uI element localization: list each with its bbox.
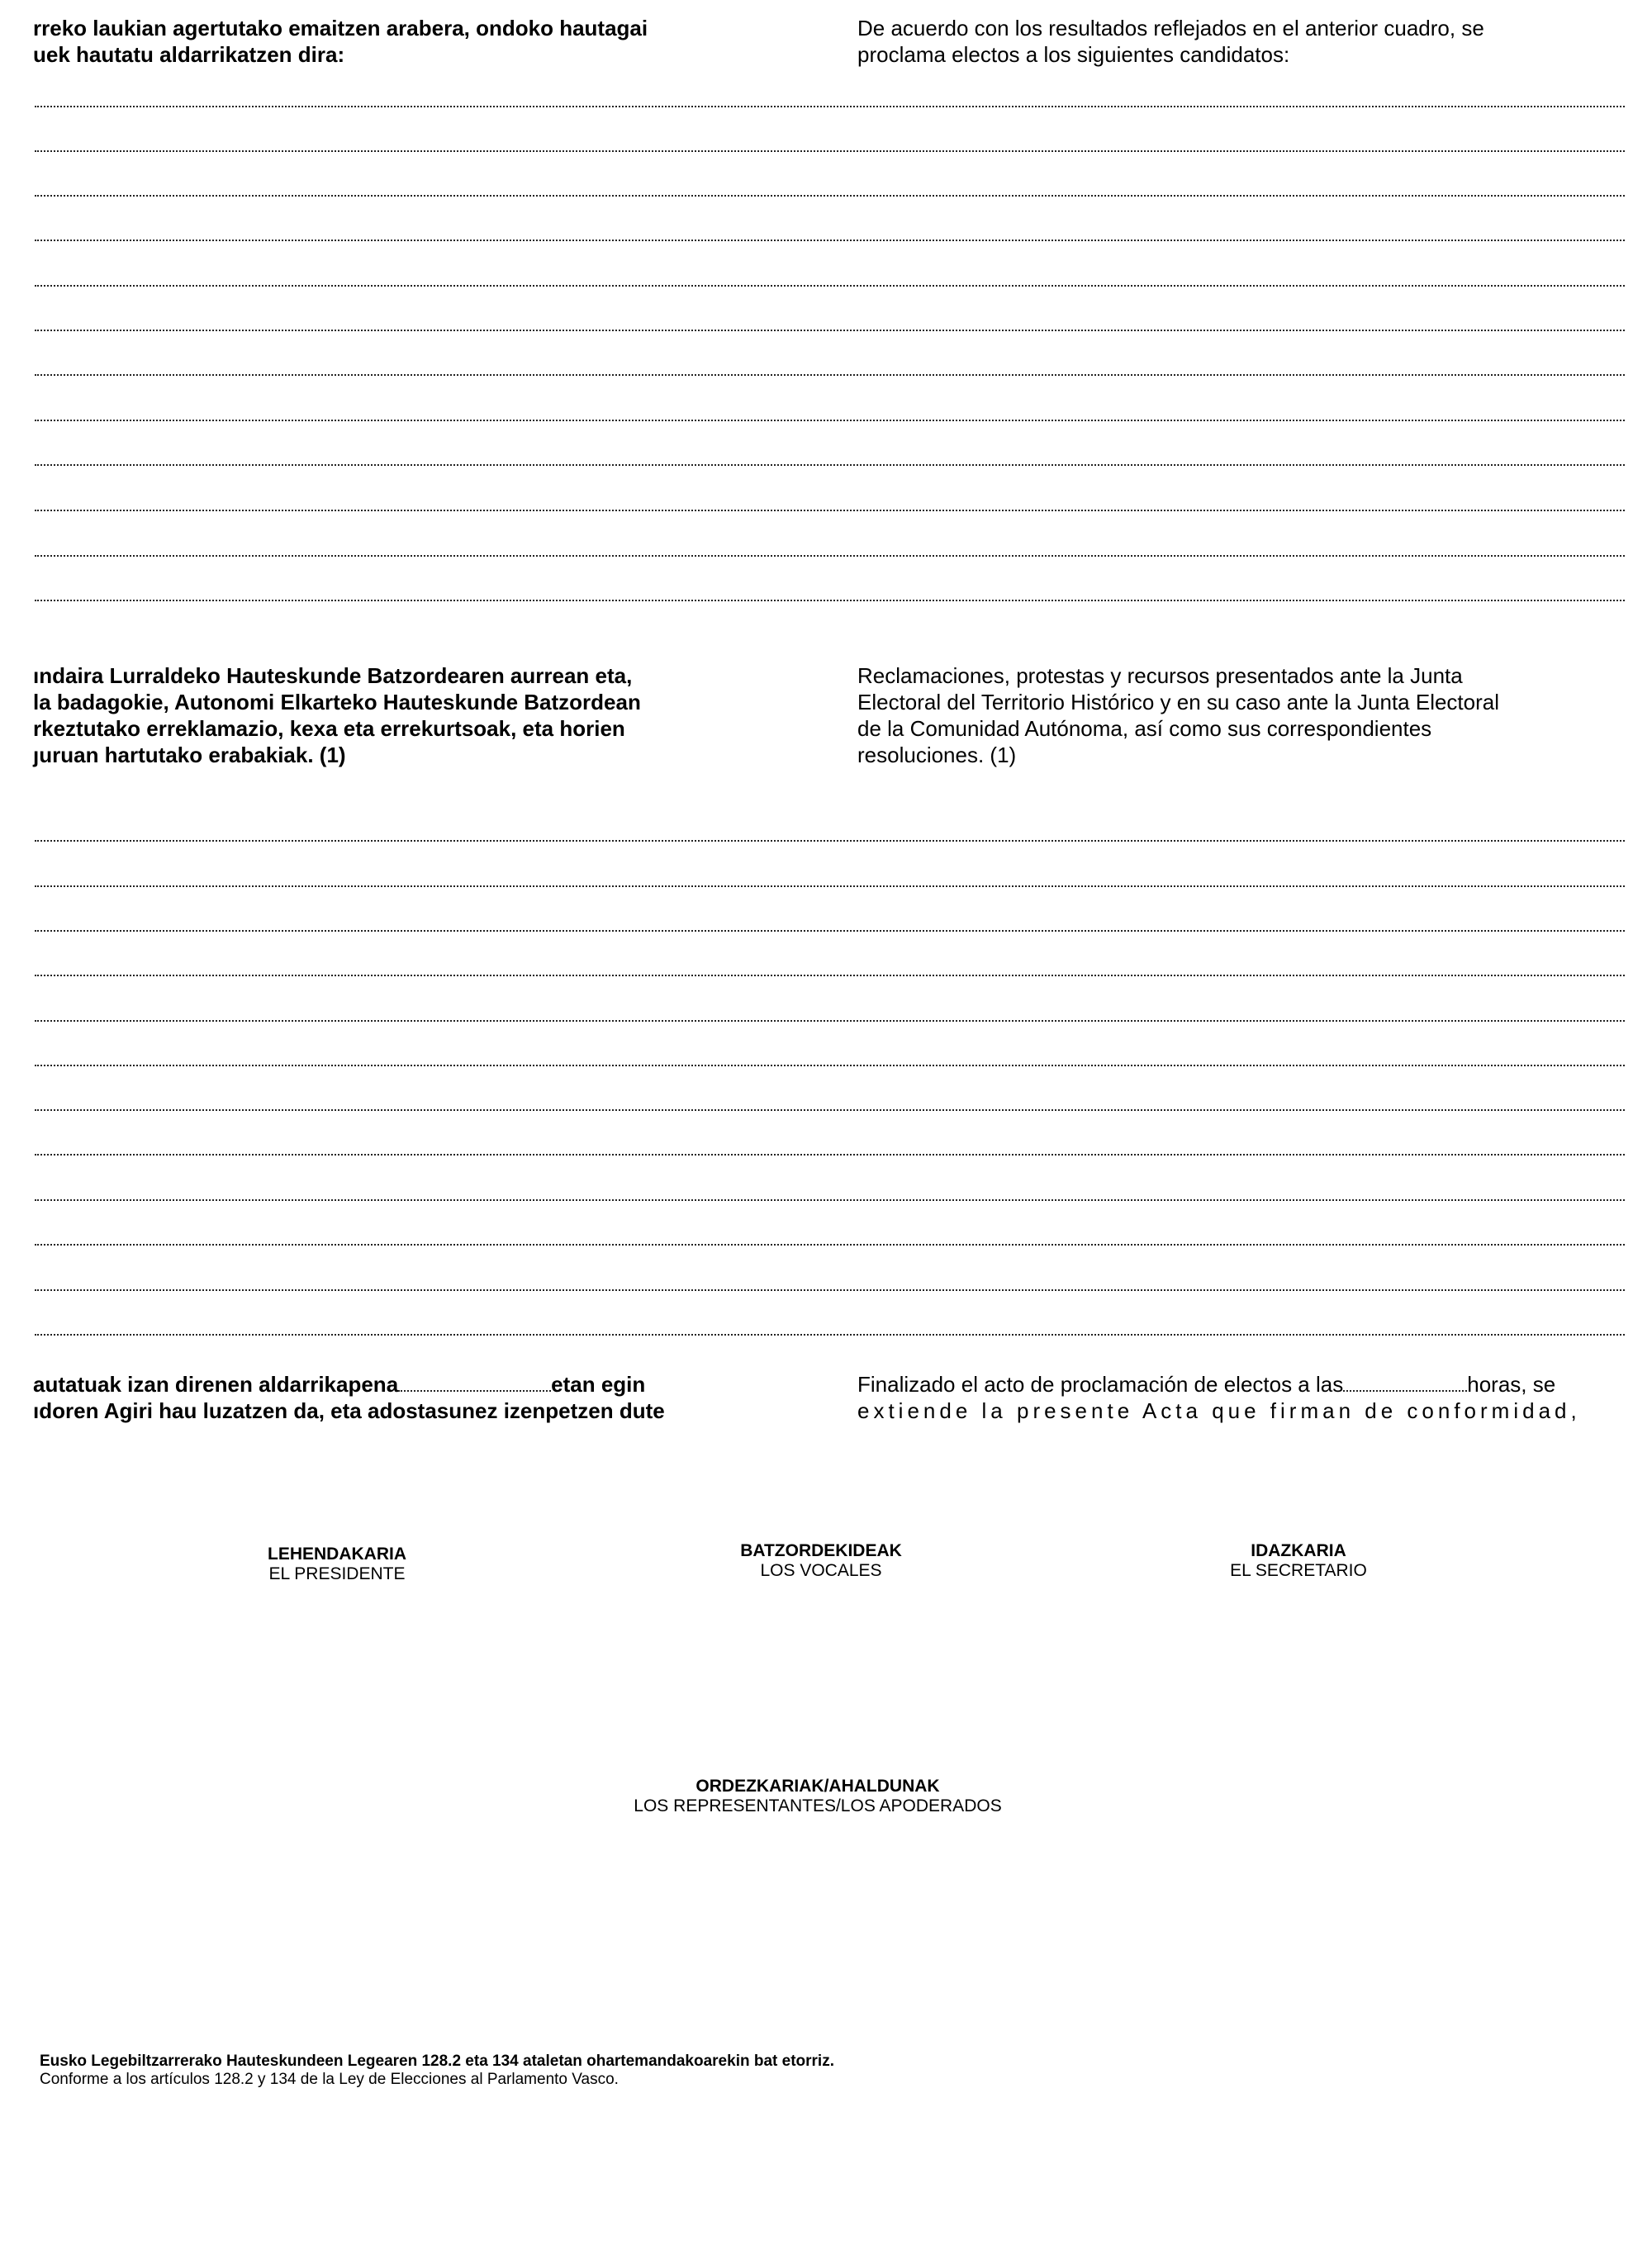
signature-secretary [1125,1541,1472,1581]
dotted-fill-line[interactable] [35,1244,1625,1246]
section1-es-line: De acuerdo con los resultados reflejados en el anterior cuadro, se [857,16,1484,40]
signature-vocales [648,1541,995,1581]
dotted-fill-line[interactable] [35,600,1625,601]
section2-text-eu [33,662,785,768]
dotted-fill-line[interactable] [35,420,1625,421]
vocales-label-eu: BATZORDEKIDEAK [740,1541,902,1560]
dotted-fill-line[interactable] [35,1154,1625,1156]
proclamation-label: autatuak izan direnen aldarrikapena [33,1372,399,1397]
representatives-label-es: LOS REPRESENTANTES/LOS APODERADOS [634,1796,1002,1815]
dotted-fill-line[interactable] [35,240,1625,241]
signature-president [164,1545,510,1584]
section2-eu-line: la badagokie, Autonomi Elkarteko Hauteskunde Batzordean [33,690,641,714]
dotted-fill-line[interactable] [35,374,1625,376]
dotted-fill-line[interactable] [35,840,1625,842]
dotted-fill-line[interactable] [35,330,1625,331]
secretary-label-eu: IDAZKARIA [1251,1541,1346,1560]
dotted-fill-line[interactable] [35,1199,1625,1201]
hours-suffix: horas, se [1467,1372,1556,1397]
dotted-fill-line[interactable] [35,555,1625,557]
dotted-fill-line[interactable] [35,1020,1625,1022]
section2-text-es [857,662,1626,768]
section2-eu-line: ȷuruan hartutako erabakiak. (1) [33,743,346,767]
representatives-label-eu: ORDEZKARIAK/AHALDUNAK [695,1777,940,1796]
section3-es-line1 [857,1371,1626,1398]
dotted-fill-line[interactable] [35,150,1625,152]
section2-eu-line: ındaira Lurraldeko Hauteskunde Batzordearen aurrean eta, [33,663,633,688]
section1-text-es [857,15,1621,68]
section2-es-line: resoluciones. (1) [857,743,1017,767]
dotted-fill-line[interactable] [35,885,1625,887]
section1-text-eu [33,15,785,68]
hours-label: Finalizado el acto de proclamación de electos a las [857,1372,1344,1397]
section2-es-line: Electoral del Territorio Histórico y en su caso ante la Junta Electoral [857,690,1500,714]
footnote-es: Conforme a los artículos 128.2 y 134 de la Ley de Elecciones al Parlamento Vasco. [40,2071,619,2088]
president-label-eu: LEHENDAKARIA [268,1545,406,1564]
section3-text-eu [33,1371,785,1424]
secretary-label-es: EL SECRETARIO [1230,1561,1367,1580]
president-label-es: EL PRESIDENTE [268,1564,406,1583]
section3-es-line2: extiende la presente Acta que firman de conformidad, [857,1398,1581,1423]
section2-es-line: de la Comunidad Autónoma, así como sus correspondientes [857,716,1432,741]
section2-eu-line: rkeztutako erreklamazio, kexa eta errekurtsoak, eta horien [33,716,625,741]
dotted-fill-line[interactable] [35,1065,1625,1066]
dotted-fill-line[interactable] [35,1109,1625,1111]
place-fill-field[interactable] [398,1385,551,1392]
hours-fill-field[interactable] [1343,1385,1467,1392]
section3-eu-line2: ıdoren Agiri hau luzatzen da, eta adostasunez izenpetzen dute [33,1398,665,1423]
dotted-fill-line[interactable] [35,1289,1625,1291]
section2-es-line: Reclamaciones, protestas y recursos presentados ante la Junta [857,663,1463,688]
section3-eu-line1 [33,1371,785,1398]
dotted-fill-line[interactable] [35,285,1625,287]
section1-es-line: proclama electos a los siguientes candidatos: [857,42,1290,67]
signature-representatives [578,1777,1057,1816]
dotted-fill-line[interactable] [35,1334,1625,1336]
section3-text-es [857,1371,1626,1424]
dotted-fill-line[interactable] [35,106,1625,107]
dotted-fill-line[interactable] [35,975,1625,976]
footnote-eu: Eusko Legebiltzarrerako Hauteskundeen Legearen 128.2 eta 134 ataletan ohartemandakoarekin bat etorriz. [40,2053,834,2070]
vocales-label-es: LOS VOCALES [760,1561,882,1580]
dotted-fill-line[interactable] [35,195,1625,197]
dotted-fill-line[interactable] [35,464,1625,466]
dotted-fill-line[interactable] [35,930,1625,932]
footnote [40,2053,834,2089]
section1-eu-line: rreko laukian agertutako emaitzen arabera, ondoko hautagai [33,16,648,40]
section1-eu-line: uek hautatu aldarrikatzen dira: [33,42,345,67]
proclamation-suffix: etan egin [551,1372,646,1397]
dotted-fill-line[interactable] [35,510,1625,511]
